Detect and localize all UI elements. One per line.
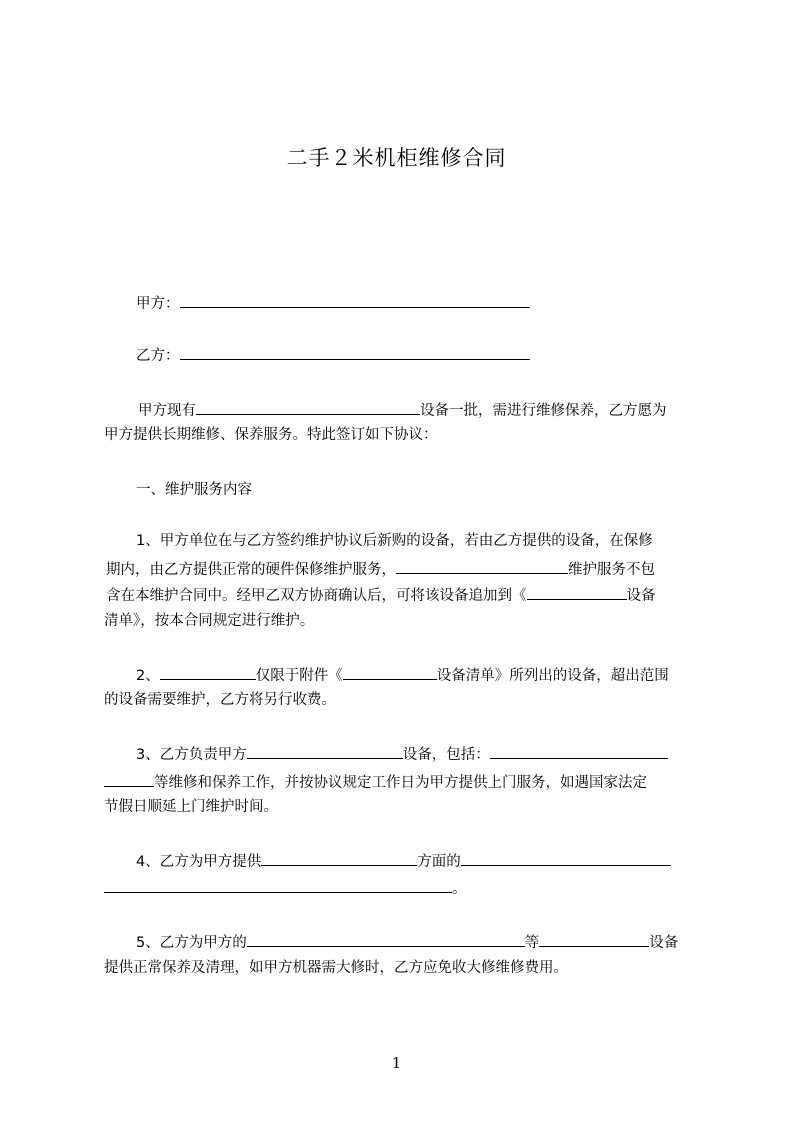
section-1-heading: 一、维护服务内容 [136,482,252,498]
clause-text: 维护服务不包 [568,562,655,578]
clause-2-blank-2 [343,664,437,680]
party-b-label: 乙方： [136,348,180,364]
clause-5-blank-2 [539,931,649,947]
party-a-blank [180,292,530,308]
clause-text: 3、乙方负责甲方 [136,747,247,763]
party-a-line [136,292,530,314]
clause-text: 仅限于附件《 [255,668,343,684]
party-a-label: 甲方： [136,296,180,312]
clause-text: 设备，包括： [402,747,490,763]
clause-text: 期内，由乙方提供正常的硬件保修维护服务， [106,562,396,578]
clause-3-blank-3 [104,771,154,787]
clause-4-blank-3 [104,877,452,893]
page-number: 1 [391,1054,402,1072]
party-b-line [136,344,530,366]
clause-1-line-4: 清单》，按本合同规定进行维护。 [104,613,315,629]
clause-4-blank-2 [461,850,671,866]
clause-4-blank-1 [261,850,417,866]
clause-2-line-2: 的设备需要维护，乙方将另行收费。 [104,692,336,708]
party-b-blank [180,344,530,360]
clause-4-line-2 [104,877,467,899]
clause-1-line-3 [106,584,656,606]
clause-text: 设备 [626,588,656,604]
clause-3-blank-2 [490,743,668,759]
clause-4-line-1 [136,850,671,872]
equipment-blank [196,399,420,415]
clause-5-line-1 [136,931,678,953]
clause-3-blank-1 [247,743,403,759]
clause-5-line-2: 提供正常保养及清理，如甲方机器需大修时，乙方应免收大修维修费用。 [104,960,568,976]
clause-3-line-3: 节假日顺延上门维护时间。 [104,799,278,815]
document-title: 二手２米机柜维修合同 [286,146,507,170]
clause-text: 设备清单》所列出的设备，超出范围 [436,668,669,684]
clause-text: 5、乙方为甲方的 [136,935,247,951]
clause-text: 4、乙方为甲方提供 [136,854,262,870]
intro-text: 甲方现有 [138,403,196,419]
clause-2-line-1 [136,664,669,686]
clause-text: 等 [524,935,540,951]
intro-text: 设备一批，需进行维修保养，乙方愿为 [420,403,667,419]
clause-1-line-2 [106,558,655,580]
clause-text: 2、 [136,668,160,684]
clause-5-blank-1 [247,931,525,947]
intro-line-1 [138,399,667,421]
clause-text: 。 [452,881,467,897]
clause-1-blank [396,558,568,574]
clause-2-blank-1 [160,664,256,680]
clause-3-line-2 [104,771,647,793]
clause-1-line-1: 1、甲方单位在与乙方签约维护协议后新购的设备，若由乙方提供的设备，在保修 [136,533,653,549]
clause-text: 设备 [649,935,679,951]
clause-text: 方面的 [417,854,461,870]
clause-text: 含在本维护合同中。经甲乙双方协商确认后，可将该设备追加到《 [106,588,527,604]
clause-3-line-1 [136,743,668,765]
clause-text: 等维修和保养工作，并按协议规定工作日为甲方提供上门服务，如遇国家法定 [154,775,647,791]
intro-line-2: 甲方提供长期维修、保养服务。特此签订如下协议： [104,427,438,443]
clause-1-list-blank [527,584,627,600]
